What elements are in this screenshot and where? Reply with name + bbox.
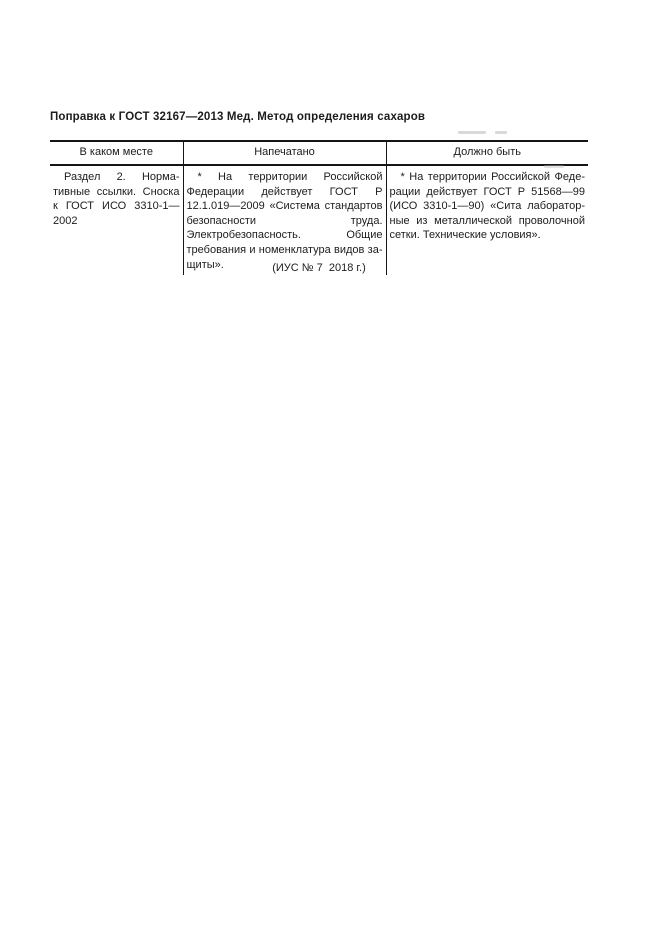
cell-location-text: Раздел 2. Нормативные ссылки. Сноска к ГОСТ ИСО 3310-1—2002 [53,171,180,227]
document-title: Поправка к ГОСТ 32167—2013 Мед. Метод определения сахаров [50,111,426,123]
table-header-printed: Напечатано [183,141,386,165]
table-row [50,165,588,275]
cell-corrected-text: * На территории Российской Федерации действует ГОСТ Р 51568—99 (ИСО 3310-1—90) «Сита лабораторные из металлической проволочной сетки. Технические условия». [389,171,585,242]
cell-printed-text: * На территории Российской Федерации действует ГОСТ Р 12.1.019—2009 «Система стандартов безопасности труда. Электробезопасность. Общие требования и номенклатура видов защиты». [186,171,383,271]
cell-printed [183,165,386,275]
correction-table [50,140,588,275]
table-header-location: В каком месте [50,141,183,165]
scan-artifact [458,131,486,134]
table-header-row [50,141,588,165]
cell-location [50,165,183,275]
publication-note: (ИУС № 7 2018 г.) [272,262,366,274]
scan-artifact [544,165,564,168]
table-header-corrected: Должно быть [386,141,588,165]
cell-corrected [386,165,588,275]
scan-artifact [495,131,507,134]
